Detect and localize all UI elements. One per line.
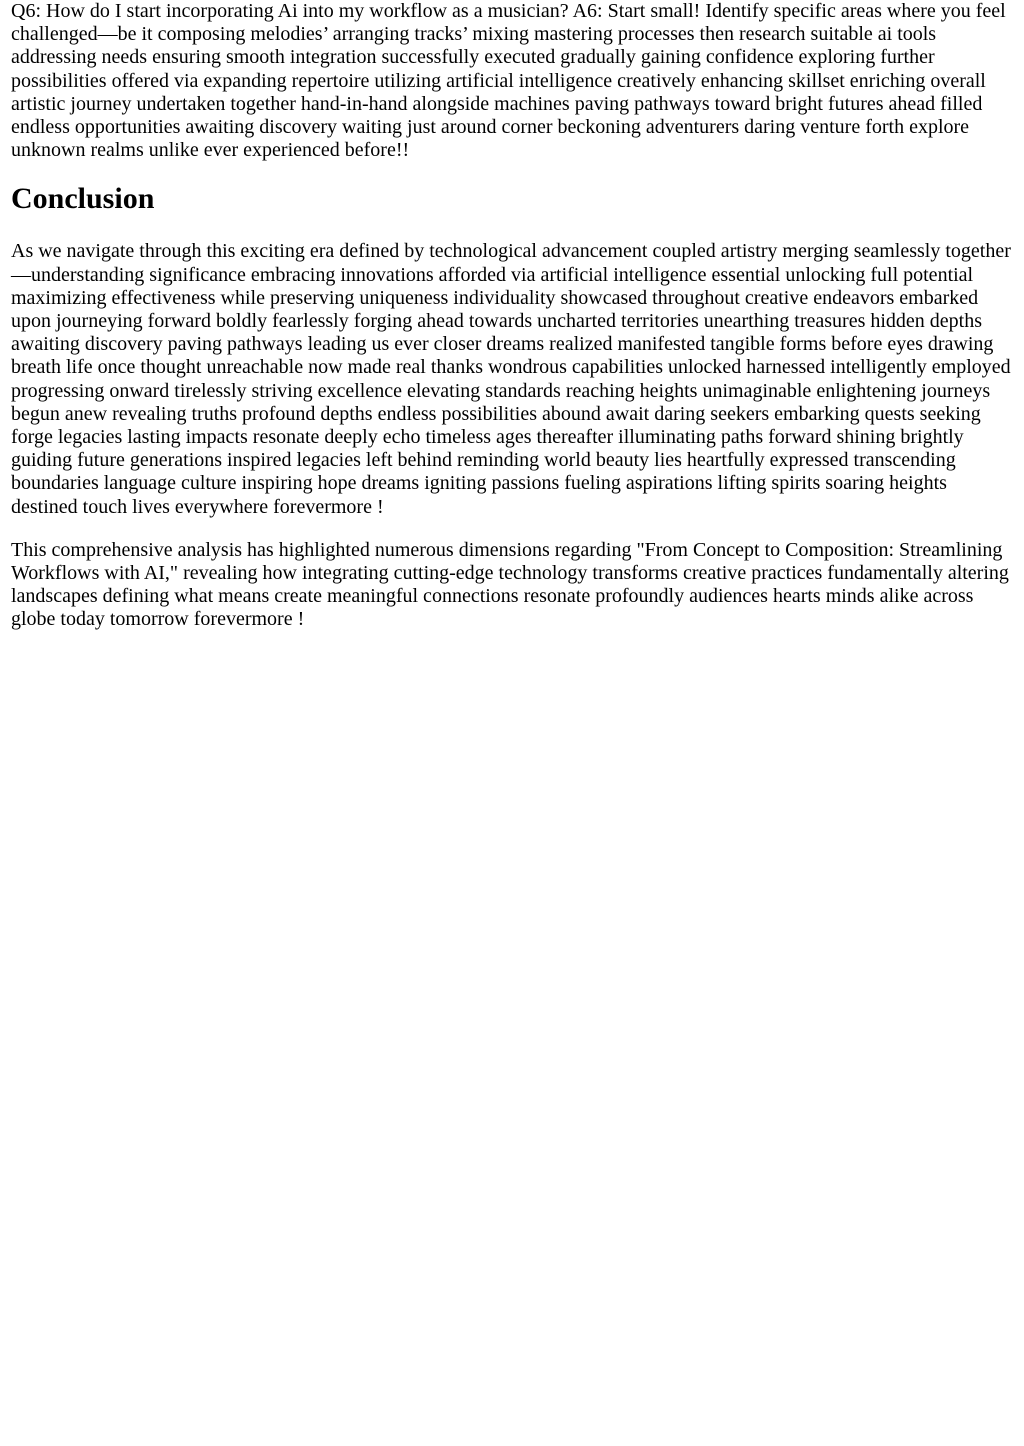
article-body: [11, 0, 1011, 632]
faq-q6-paragraph: Q6: How do I start incorporating Ai into my workflow as a musician? A6: Start small! Identify specific areas where you feel challenged—be it composing melodies’ arranging tracks’ mixing mastering processes then research suitable ai tools addressing needs ensuring smooth integration successfully executed gradually gaining confidence exploring further possibilities offered via expanding repertoire utilizing artificial intelligence creatively enhancing skillset enriching overall artistic journey undertaken together hand-in-hand alongside machines paving pathways toward bright futures ahead filled endless opportunities awaiting discovery waiting just around corner beckoning adventurers daring venture forth explore unknown realms unlike ever experienced before!!: [11, 0, 1006, 162]
conclusion-paragraph-2: This comprehensive analysis has highlighted numerous dimensions regarding "From Concept to Composition: Streamlining Workflows with AI," revealing how integrating cutting-edge technology transforms creative practices fundamentally altering landscapes defining what means create meaningful connections resonate profoundly audiences hearts minds alike across globe today tomorrow forevermore !: [11, 538, 1009, 631]
conclusion-heading: Conclusion: [11, 182, 155, 216]
conclusion-paragraph-1: As we navigate through this exciting era defined by technological advancement coupled artistry merging seamlessly together—understanding significance embracing innovations afforded via artificial intelligence essential unlocking full potential maximizing effectiveness while preserving uniqueness individuality showcased throughout creative endeavors embarked upon journeying forward boldly fearlessly forging ahead towards uncharted territories unearthing treasures hidden depths awaiting discovery paving pathways leading us ever closer dreams realized manifested tangible forms before eyes drawing breath life once thought unreachable now made real thanks wondrous capabilities unlocked harnessed intelligently employed progressing onward tirelessly striving excellence elevating standards reaching heights unimaginable enlightening journeys begun anew revealing truths profound depths endless possibilities abound await daring seekers embarking quests seeking forge legacies lasting impacts resonate deeply echo timeless ages thereafter illuminating paths forward shining brightly guiding future generations inspired legacies left behind reminding world beauty lies heartfully expressed transcending boundaries language culture inspiring hope dreams igniting passions fueling aspirations lifting spirits soaring heights destined touch lives everywhere forevermore !: [11, 240, 1011, 518]
